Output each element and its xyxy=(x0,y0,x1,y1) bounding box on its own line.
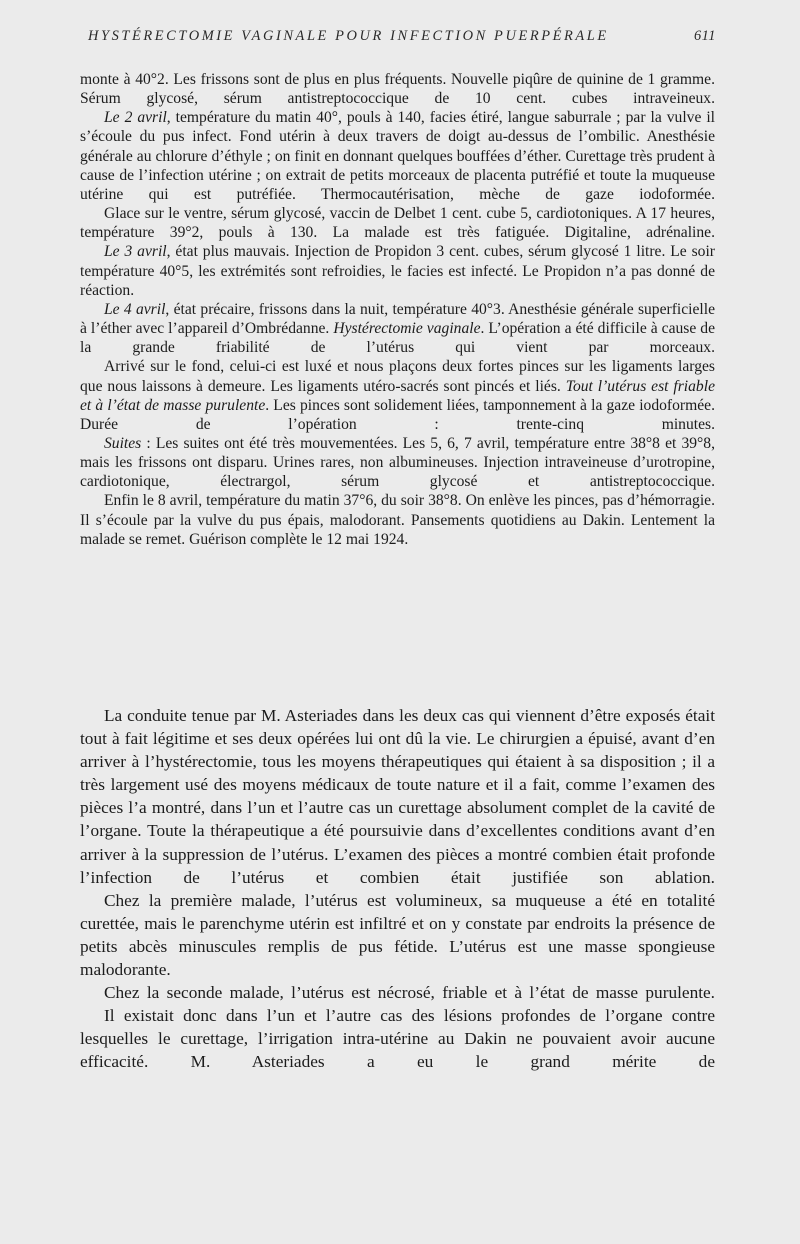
paragraph: Suites : Les suites ont été très mouvementées. Les 5, 6, 7 avril, température entre 38°8 et 39°8, mais les frissons ont disparu. Urines rares, non albumineuses. Injection intraveineuse d’urotropine, cardiotonique, électrargol, sérum glycosé et antistreptococcique. xyxy=(80,434,715,491)
paragraph: Il existait donc dans l’un et l’autre cas des lésions profondes de l’organe contre lesquelles le curettage, l’irrigation intra-utérine au Dakin ne pouvaient avoir aucune efficacité. M. Asteriades a eu le grand mérite de xyxy=(80,1006,715,1072)
page-number: 611 xyxy=(693,28,716,44)
paragraph: Chez la première malade, l’utérus est volumineux, sa muqueuse a été en totalité curettée, mais le parenchyme utérin est infiltré et on y constate par endroits la présence de petits abcès minuscules remplis de pus fétide. L’utérus est une masse spongieuse malodorante. xyxy=(80,890,715,980)
paragraph: La conduite tenue par M. Asteriades dans les deux cas qui viennent d’être exposés était tout à fait légitime et ses deux opérées lui ont dû la vie. Le chirurgien a épuisé, avant d’en arriver à l’hystérectomie, tous les moyens thérapeutiques qui étaient à sa disposition ; il a très largement usé des moyens médicaux de toute nature et il a fait, comme l’examen des pièces l’a montré, dans l’un et l’autre cas un curettage absolument complet de la cavité de l’organe. Toute la thérapeutique a été poursuivie dans d’excellentes conditions avant d’en arriver à la suppression de l’utérus. L’examen des pièces a montré combien était profonde l’infection de l’utérus et combien était justifiée son ablation. xyxy=(80,706,715,887)
paragraph: Enfin le 8 avril, température du matin 37°6, du soir 38°8. On enlève les pinces, pas d’hémorragie. Il s’écoule par la vulve du pus épais, malodorant. Pansements quotidiens au Dakin. Lentement la malade se remet. Guérison complète le 12 mai 1924. xyxy=(80,492,715,548)
date-label: Le 4 avril xyxy=(104,300,166,318)
date-label: Le 3 avril xyxy=(104,243,167,261)
procedure-name: Hystérectomie vaginale xyxy=(333,320,481,338)
paragraph: Le 4 avril, état précaire, frissons dans la nuit, température 40°3. Anesthésie générale superficielle à l’éther avec l’appareil d’Ombrédanne. Hystérectomie vaginale. L’opération a été difficile à cause de la grande friabilité de l’utérus qui vient par morceaux. xyxy=(80,300,716,357)
date-label: Le 2 avril xyxy=(104,109,167,127)
discussion-body xyxy=(80,704,715,1074)
running-header xyxy=(88,28,716,45)
paragraph: monte à 40°2. Les frissons sont de plus en plus fréquents. Nouvelle piqûre de quinine de 1 gramme. Sérum glycosé, sérum antistreptococcique de 10 cent. cubes intraveineux. xyxy=(80,71,715,108)
case-report-small-print xyxy=(80,70,715,549)
paragraph: Le 2 avril, température du matin 40°, pouls à 140, facies étiré, langue saburrale ; par la vulve il s’écoule du pus infect. Fond utérin à deux travers de doigt au-dessus de l’ombilic. Anesthésie générale au chlorure d’éthyle ; on finit en donnant quelques bouffées d’éther. Curettage très prudent à cause de l’infection utérine ; on extrait de petits morceaux de placenta putréfié et toute la muqueuse utérine qui est putréfiée. Thermocautérisation, mèche de gaze iodoformée. xyxy=(80,109,716,203)
emphasis: Tout l’utérus est friable et à l’état de masse purulente xyxy=(80,377,715,414)
paragraph: Le 3 avril, état plus mauvais. Injection de Propidon 3 cent. cubes, sérum glycosé 1 litre. Le soir température 40°5, les extrémités sont refroidies, le facies est infecté. Le Propidon n’a pas donné de réaction. xyxy=(80,243,715,299)
paragraph: Arrivé sur le fond, celui-ci est luxé et nous plaçons deux fortes pinces sur les ligaments larges que nous laissons à demeure. Les ligaments utéro-sacrés sont pincés et liés. Tout l’utérus est friable et à l’état de masse purulente. Les pinces sont solidement liées, tamponnement à la gaze iodoformée. Durée de l’opération : trente-cinq minutes. xyxy=(80,358,715,433)
section-label: Suites xyxy=(104,434,142,452)
paragraph: Glace sur le ventre, sérum glycosé, vaccin de Delbet 1 cent. cube 5, cardiotoniques. A 17 heures, température 39°2, pouls à 130. La malade est très fatiguée. Digitaline, adrénaline. xyxy=(80,205,715,242)
running-title: HYSTÉRECTOMIE VAGINALE POUR INFECTION PUERPÉRALE xyxy=(88,28,609,44)
paragraph: Chez la seconde malade, l’utérus est nécrosé, friable et à l’état de masse purulente. xyxy=(104,983,715,1003)
